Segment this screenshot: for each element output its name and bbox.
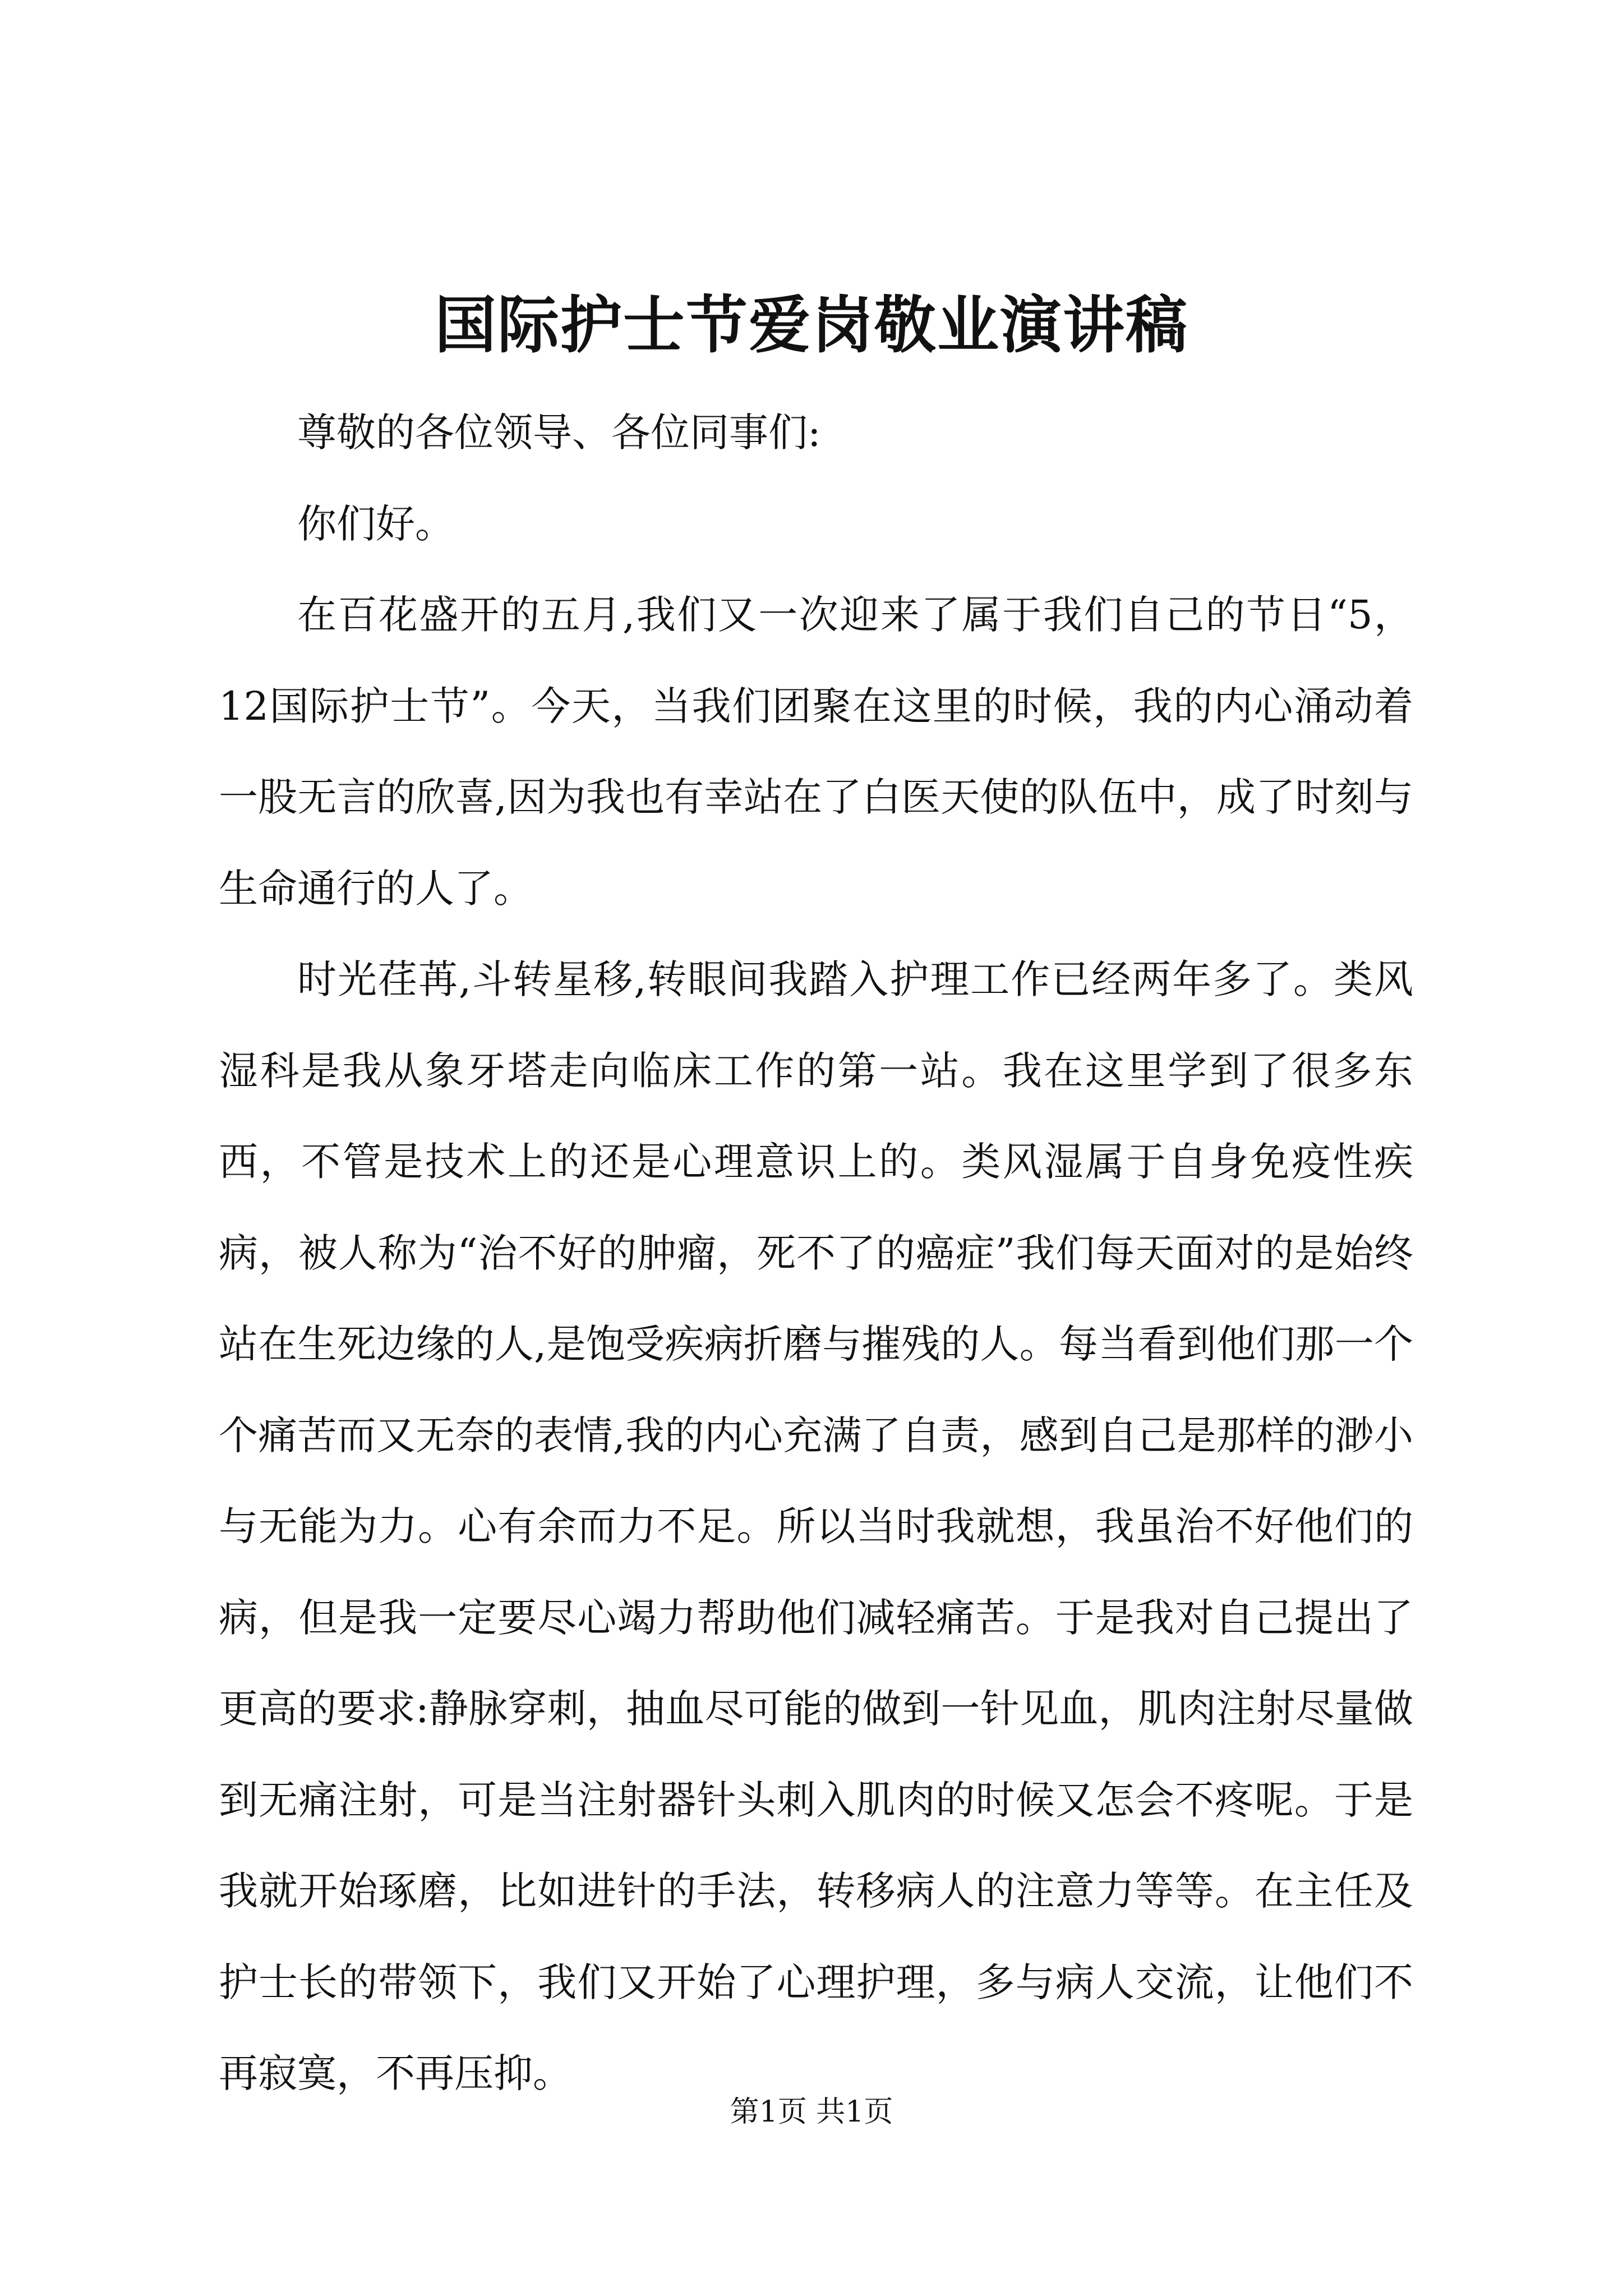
document-title: 国际护士节爱岗敬业演讲稿 — [435, 289, 1188, 361]
salutation-paragraph: 尊敬的各位领导、各位同事们: — [297, 409, 821, 455]
page-number-footer: 第1页 共1页 — [730, 2095, 893, 2129]
greeting-paragraph: 你们好。 — [297, 500, 454, 547]
document-body — [219, 387, 1413, 2119]
body-paragraph: 在百花盛开的五月,我们又一次迎来了属于我们自己的节日“5，12国际护士节”。今天，当我们团聚在这里的时候，我的内心涌动着一股无言的欣喜,因为我也有幸站在了白医天使的队伍中，成了时刻与生命通行的人了。 — [219, 592, 1413, 912]
body-paragraph: 时光荏苒,斗转星移,转眼间我踏入护理工作已经两年多了。类风湿科是我从象牙塔走向临床工作的第一站。我在这里学到了很多东西，不管是技术上的还是心理意识上的。类风湿属于自身免疫性疾病，被人称为“治不好的肿瘤，死不了的癌症”我们每天面对的是始终站在生死边缘的人,是饱受疾病折磨与摧残的人。每当看到他们那一个个痛苦而又无奈的表情,我的内心充满了自责，感到自己是那样的渺小与无能为力。心有余而力不足。所以当时我就想，我虽治不好他们的病，但是我一定要尽心竭力帮助他们减轻痛苦。于是我对自己提出了更高的要求:静脉穿刺，抽血尽可能的做到一针见血，肌肉注射尽量做到无痛注射，可是当注射器针头刺入肌肉的时候又怎会不疼呢。于是我就开始琢磨，比如进针的手法，转移病人的注意力等等。在主任及护士长的带领下，我们又开始了心理护理，多与病人交流，让他们不再寂寞，不再压抑。 — [219, 956, 1413, 2096]
